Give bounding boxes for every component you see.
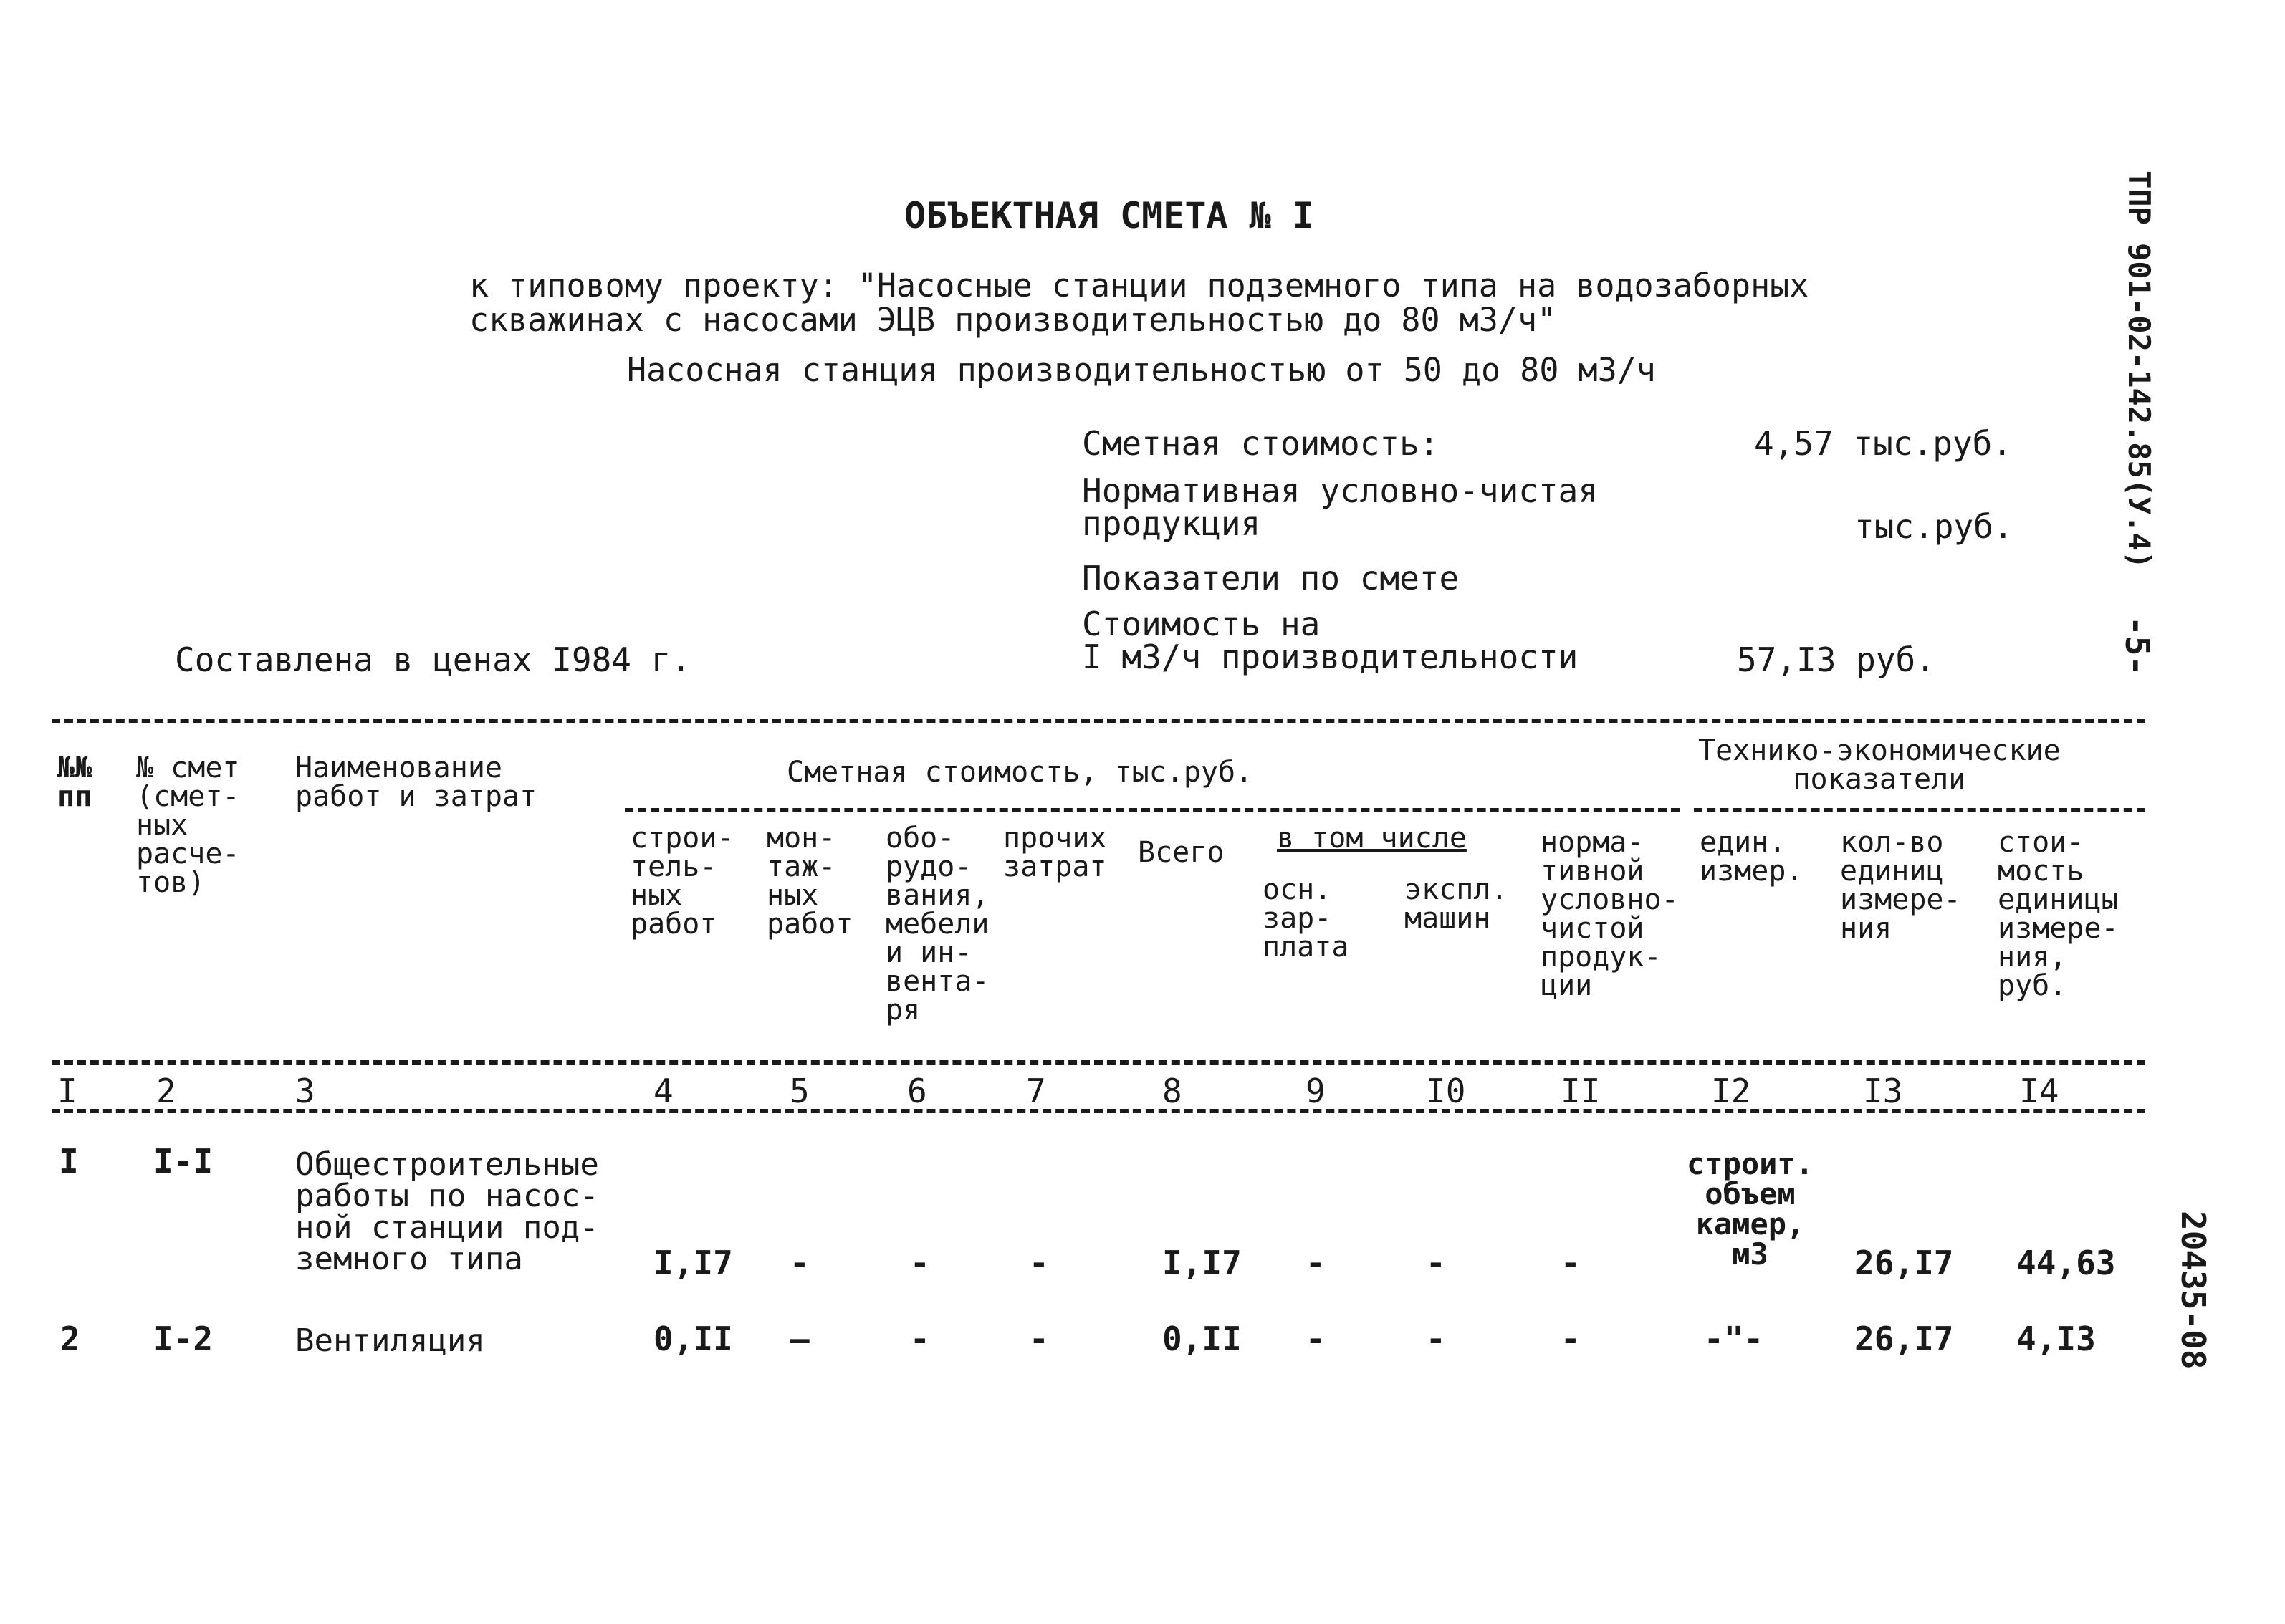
header-unit: един. измер.: [1700, 826, 1803, 888]
row1-other: -: [1029, 1244, 1049, 1282]
row2-machine-ops: -: [1426, 1320, 1446, 1358]
normative-product-label: Нормативная условно-чистая продукция: [1082, 471, 1599, 543]
row2-total: 0,II: [1162, 1320, 1242, 1358]
table-top-rule: [52, 719, 2145, 723]
tech-group-rule: [1694, 808, 2145, 812]
row2-quantity: 26,I7: [1854, 1320, 1954, 1358]
row1-quantity: 26,I7: [1854, 1244, 1954, 1282]
estimated-cost-value: 4,57 тыс.руб.: [1754, 424, 2013, 463]
estimated-cost-label: Сметная стоимость:: [1082, 424, 1439, 463]
colnum-12: I2: [1711, 1072, 1751, 1110]
row1-unit: строит. объем камер, м3: [1687, 1146, 1814, 1272]
row2-name: Вентиляция: [295, 1322, 485, 1359]
header-base-salary: осн. зар- плата: [1263, 873, 1349, 964]
header-num: №№ пп: [57, 751, 92, 813]
colnum-8: 8: [1162, 1072, 1182, 1110]
row1-construction: I,I7: [653, 1244, 733, 1282]
colnum-5: 5: [790, 1072, 810, 1110]
header-construction: строи- тель- ных работ: [631, 822, 734, 941]
header-equipment: обо- рудо- вания, мебели и ин- вента- ря: [886, 822, 990, 1027]
header-name: Наименование работ и затрат: [295, 751, 537, 813]
row2-num: 2: [60, 1320, 80, 1358]
row2-normative: -: [1561, 1320, 1581, 1358]
inventory-number: 20435-08: [2174, 1211, 2213, 1370]
cost-group-rule: [625, 808, 1680, 812]
subtitle-line-1: к типовому проекту: "Насосные станции подземного типа на водозаборных: [469, 266, 1809, 304]
row1-base-salary: -: [1306, 1244, 1326, 1282]
row1-equipment: -: [910, 1244, 930, 1282]
document-title: ОБЪЕКТНАЯ СМЕТА № I: [904, 195, 1314, 236]
row1-normative: -: [1561, 1244, 1581, 1282]
header-tech-group: Технико-экономические показатели: [1698, 734, 2061, 796]
margin-project-code: ТПР 901-02-142.85(У.4): [2122, 170, 2157, 570]
colnum-14: I4: [2019, 1072, 2059, 1110]
colnum-2: 2: [156, 1072, 176, 1110]
row2-installation: —: [790, 1320, 810, 1358]
colnum-11: II: [1561, 1072, 1601, 1110]
row2-other: -: [1029, 1320, 1049, 1358]
row2-unit: -"-: [1704, 1320, 1764, 1358]
header-normative-product: норма- тивной условно- чистой продук- ции: [1541, 826, 1679, 1002]
header-unit-cost: стои- мость единицы измере- ния, руб.: [1998, 826, 2119, 1002]
row1-num: I: [59, 1142, 79, 1181]
colnum-10: I0: [1426, 1072, 1466, 1110]
header-total: Всего: [1138, 836, 1225, 869]
unit-cost-value: 57,I3 руб.: [1737, 640, 1935, 679]
row2-base-salary: -: [1306, 1320, 1326, 1358]
header-including: в том числе: [1277, 822, 1467, 855]
normative-product-value: тыс.руб.: [1854, 507, 2013, 546]
row2-estimate: I-2: [153, 1320, 214, 1358]
row1-total: I,I7: [1162, 1244, 1242, 1282]
column-numbers-rule: [52, 1109, 2145, 1113]
header-bottom-rule: [52, 1060, 2145, 1065]
colnum-13: I3: [1863, 1072, 1903, 1110]
colnum-3: 3: [295, 1072, 315, 1110]
row2-equipment: -: [910, 1320, 930, 1358]
page-number: -5-: [2118, 616, 2157, 676]
colnum-6: 6: [907, 1072, 927, 1110]
unit-cost-label: Стоимость на I м3/ч производительности: [1082, 605, 1579, 676]
header-cost-group: Сметная стоимость, тыс.руб.: [787, 756, 1253, 789]
header-estimate-num: № смет (смет- ных расче- тов): [136, 751, 240, 899]
subtitle-line-2: скважинах с насосами ЭЦВ производительностью до 80 м3/ч": [469, 301, 1557, 339]
row1-unit-cost: 44,63: [2016, 1244, 2116, 1282]
row1-machine-ops: -: [1426, 1244, 1446, 1282]
colnum-1: I: [57, 1072, 77, 1110]
prices-note: Составлена в ценах I984 г.: [175, 640, 691, 679]
station-line: Насосная станция производительностью от 50 до 80 м3/ч: [627, 351, 1656, 389]
colnum-9: 9: [1306, 1072, 1326, 1110]
header-other: прочих затрат: [1003, 822, 1107, 883]
row1-name: Общестроительные работы по насос- ной станции под- земного типа: [295, 1146, 599, 1277]
header-installation: мон- таж- ных работ: [767, 822, 853, 941]
row1-estimate: I-I: [153, 1142, 214, 1181]
indicators-label: Показатели по смете: [1082, 559, 1460, 597]
header-quantity: кол-во единиц измере- ния: [1840, 826, 1961, 945]
row1-installation: -: [790, 1244, 810, 1282]
row2-construction: 0,II: [653, 1320, 733, 1358]
colnum-4: 4: [653, 1072, 674, 1110]
header-machine-ops: экспл. машин: [1404, 873, 1508, 935]
row2-unit-cost: 4,I3: [2016, 1320, 2096, 1358]
colnum-7: 7: [1026, 1072, 1046, 1110]
